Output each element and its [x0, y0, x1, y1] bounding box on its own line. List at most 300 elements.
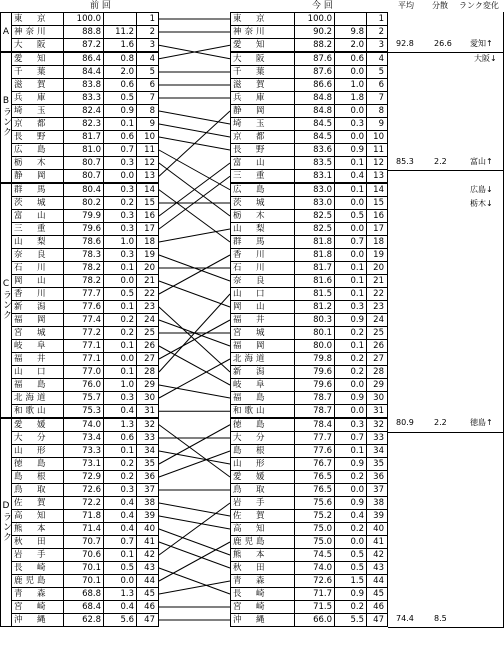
cell-value: 81.0 — [64, 144, 104, 157]
cell-rank: 36 — [137, 471, 159, 484]
cell-value: 76.5 — [295, 484, 335, 497]
cell-rank: 2 — [367, 26, 388, 39]
cell-diff: 1.5 — [335, 575, 367, 588]
cell-pref: 島 根 — [231, 445, 295, 458]
cell-diff: 1.0 — [335, 79, 367, 92]
cell-pref: 千 葉 — [231, 66, 295, 79]
cell-rank: 25 — [367, 327, 388, 340]
cell-value: 77.6 — [64, 301, 104, 314]
cell-pref: 島 根 — [12, 471, 64, 484]
cell-diff: 9.8 — [335, 26, 367, 39]
cell-rank: 27 — [137, 353, 159, 366]
cell-rank: 42 — [137, 549, 159, 562]
cell-pref: 奈 良 — [12, 249, 64, 262]
rank-link-line — [159, 190, 230, 242]
cell-value: 71.8 — [64, 510, 104, 523]
cell-pref: 京 都 — [231, 131, 295, 144]
cell-pref: 青 森 — [12, 588, 64, 601]
cell-pref: 熊 本 — [12, 523, 64, 536]
rank-change: 徳島↑ — [470, 418, 493, 427]
cell-rank: 5 — [137, 66, 159, 79]
cell-rank: 43 — [367, 562, 388, 575]
cell-pref: 富 山 — [231, 157, 295, 170]
cell-value: 83.0 — [295, 197, 335, 210]
cell-value: 79.9 — [64, 210, 104, 223]
cell-value: 77.0 — [64, 366, 104, 379]
cell-diff: 1.0 — [104, 379, 137, 392]
cell-rank: 22 — [367, 288, 388, 301]
group-divider — [388, 170, 504, 171]
rank-link-line — [159, 529, 230, 555]
cell-pref: 東 京 — [12, 13, 64, 26]
cell-pref: 大 阪 — [12, 39, 64, 53]
cell-value: 75.0 — [295, 523, 335, 536]
cell-pref: 山 形 — [12, 445, 64, 458]
avg-header: 平均 — [398, 1, 414, 10]
cell-value: 68.8 — [64, 588, 104, 601]
group-average: 80.9 — [396, 418, 414, 427]
cell-pref: 高 知 — [231, 523, 295, 536]
rank-link-line — [159, 111, 230, 176]
cell-value: 81.5 — [295, 288, 335, 301]
cell-value: 76.0 — [64, 379, 104, 392]
cell-pref: 愛 知 — [231, 39, 295, 53]
cell-rank: 11 — [137, 144, 159, 157]
cell-pref: 宮 城 — [231, 327, 295, 340]
cell-diff: 0.1 — [335, 340, 367, 353]
cell-pref: 福 井 — [12, 353, 64, 366]
cell-value: 78.2 — [64, 262, 104, 275]
cell-value: 74.0 — [64, 418, 104, 432]
cell-rank: 44 — [367, 575, 388, 588]
cell-pref: 岡 山 — [12, 275, 64, 288]
cell-rank: 6 — [137, 79, 159, 92]
cell-value: 83.6 — [295, 144, 335, 157]
rank-group-text: Cランク — [1, 278, 11, 320]
cell-value: 84.8 — [295, 105, 335, 118]
cell-rank: 45 — [367, 588, 388, 601]
cell-value: 78.2 — [64, 275, 104, 288]
cell-pref: 埼 玉 — [12, 105, 64, 118]
cell-diff: 0.9 — [335, 392, 367, 405]
cell-pref: 栃 木 — [231, 210, 295, 223]
cell-pref: 鳥 取 — [12, 484, 64, 497]
cell-value: 68.4 — [64, 601, 104, 614]
cell-value: 78.3 — [64, 249, 104, 262]
cell-value: 86.6 — [295, 79, 335, 92]
cell-pref: 鳥 取 — [231, 484, 295, 497]
cell-diff: 0.5 — [104, 562, 137, 575]
cell-pref: 愛 知 — [12, 52, 64, 66]
rank-link-line — [159, 359, 230, 398]
cell-rank: 37 — [367, 484, 388, 497]
cell-rank: 18 — [137, 236, 159, 249]
cell-pref: 茨 城 — [12, 197, 64, 210]
cell-rank: 24 — [367, 314, 388, 327]
cell-diff: 0.2 — [104, 197, 137, 210]
cell-diff: 0.4 — [104, 523, 137, 536]
cell-pref: 神奈川 — [12, 26, 64, 39]
cell-rank: 46 — [137, 601, 159, 614]
rank-link-line — [159, 516, 230, 529]
cell-rank: 24 — [137, 314, 159, 327]
cell-rank: 26 — [137, 340, 159, 353]
cell-rank: 31 — [137, 405, 159, 419]
cell-value: 81.7 — [295, 262, 335, 275]
cell-rank: 6 — [367, 79, 388, 92]
cell-pref: 京 都 — [12, 118, 64, 131]
cell-diff: 0.7 — [335, 432, 367, 445]
cell-value: 81.2 — [295, 301, 335, 314]
cell-value: 100.0 — [64, 13, 104, 26]
cell-pref: 愛 媛 — [12, 418, 64, 432]
cell-diff: 0.4 — [104, 405, 137, 419]
cell-diff: 0.2 — [104, 314, 137, 327]
cell-diff: 2.0 — [335, 39, 367, 53]
cell-pref: 秋 田 — [231, 562, 295, 575]
cell-value: 77.1 — [64, 340, 104, 353]
cell-pref: 岩 手 — [231, 497, 295, 510]
cell-rank: 23 — [367, 301, 388, 314]
cell-rank: 7 — [137, 92, 159, 105]
variance-header: 分散 — [432, 1, 448, 10]
cell-diff: 0.2 — [335, 366, 367, 379]
cell-diff: 0.0 — [335, 405, 367, 419]
cell-value: 77.7 — [295, 432, 335, 445]
cell-value: 80.0 — [295, 340, 335, 353]
cell-pref: 宮 崎 — [231, 601, 295, 614]
cell-rank: 19 — [367, 249, 388, 262]
curr-title: 今 回 — [312, 1, 333, 11]
cell-value: 84.5 — [295, 131, 335, 144]
cell-diff: 0.3 — [104, 157, 137, 170]
cell-diff: 0.1 — [335, 262, 367, 275]
cell-diff: 0.0 — [104, 575, 137, 588]
cell-rank: 30 — [367, 392, 388, 405]
cell-diff: 0.2 — [104, 458, 137, 471]
cell-diff: 1.3 — [104, 418, 137, 432]
cell-value: 72.9 — [64, 471, 104, 484]
cell-pref: 岐 阜 — [12, 340, 64, 353]
group-variance: 2.2 — [434, 156, 447, 166]
cell-rank: 34 — [137, 445, 159, 458]
cell-rank: 40 — [367, 523, 388, 536]
cell-pref: 福 島 — [231, 392, 295, 405]
cell-rank: 34 — [367, 445, 388, 458]
cell-pref: 栃 木 — [12, 157, 64, 170]
cell-pref: 兵 庫 — [12, 92, 64, 105]
cell-value: 88.8 — [64, 26, 104, 39]
cell-pref: 青 森 — [231, 575, 295, 588]
cell-diff: 0.4 — [104, 510, 137, 523]
cell-pref: 北海道 — [231, 353, 295, 366]
cell-diff: 0.3 — [104, 392, 137, 405]
cell-diff: 1.3 — [104, 588, 137, 601]
cell-pref: 熊 本 — [231, 549, 295, 562]
cell-diff: 0.5 — [335, 210, 367, 223]
cell-pref: 香 川 — [12, 288, 64, 301]
cell-diff: 0.9 — [104, 105, 137, 118]
cell-pref: 和歌山 — [231, 405, 295, 419]
cell-value: 80.7 — [64, 170, 104, 184]
cell-rank: 33 — [137, 432, 159, 445]
cell-value: 79.6 — [295, 379, 335, 392]
cell-diff: 0.4 — [335, 170, 367, 184]
rank-link-line — [159, 229, 230, 242]
cell-value: 72.6 — [64, 484, 104, 497]
cell-diff: 2.0 — [104, 66, 137, 79]
cell-diff: 0.3 — [335, 418, 367, 432]
cell-pref: 石 川 — [231, 262, 295, 275]
rank-link-line — [159, 581, 230, 594]
cell-diff: 0.1 — [335, 183, 367, 197]
cell-pref: 大 阪 — [231, 52, 295, 66]
cell-value: 86.4 — [64, 52, 104, 66]
cell-diff: 0.2 — [335, 601, 367, 614]
cell-rank: 12 — [137, 157, 159, 170]
cell-diff: 0.7 — [104, 536, 137, 549]
rank-link-line — [159, 451, 230, 477]
cell-rank: 31 — [367, 405, 388, 419]
cell-rank: 14 — [367, 183, 388, 197]
cell-value: 77.6 — [295, 445, 335, 458]
cell-diff: 0.5 — [335, 549, 367, 562]
cell-diff: 11.2 — [104, 26, 137, 39]
cell-rank: 41 — [137, 536, 159, 549]
rank-change: 富山↑ — [470, 156, 493, 166]
cell-value: 73.4 — [64, 432, 104, 445]
cell-value: 76.7 — [295, 458, 335, 471]
cell-value: 100.0 — [295, 13, 335, 26]
cell-pref: 長 野 — [231, 144, 295, 157]
cell-pref: 北海道 — [12, 392, 64, 405]
cell-diff: 0.7 — [335, 236, 367, 249]
cell-rank: 4 — [137, 52, 159, 66]
cell-rank: 30 — [137, 392, 159, 405]
cell-diff: 0.5 — [104, 288, 137, 301]
cell-value: 75.2 — [295, 510, 335, 523]
cell-value: 74.0 — [295, 562, 335, 575]
cell-value: 82.3 — [64, 118, 104, 131]
cell-rank: 43 — [137, 562, 159, 575]
cell-diff: 0.9 — [335, 497, 367, 510]
cell-value: 88.2 — [295, 39, 335, 53]
rank-link-line — [159, 320, 230, 359]
cell-pref: 長 崎 — [231, 588, 295, 601]
cell-value: 78.7 — [295, 392, 335, 405]
cell-pref: 滋 賀 — [12, 79, 64, 92]
cell-rank: 39 — [137, 510, 159, 523]
cell-diff: 0.9 — [335, 588, 367, 601]
cell-value: 83.5 — [295, 157, 335, 170]
rank-link-line — [159, 542, 230, 568]
cell-diff: 0.4 — [335, 510, 367, 523]
cell-pref: 神奈川 — [231, 26, 295, 39]
rank-change: 広島↓ — [470, 185, 493, 194]
cell-rank: 39 — [367, 510, 388, 523]
cell-rank: 8 — [137, 105, 159, 118]
cell-rank: 25 — [137, 327, 159, 340]
cell-pref: 高 知 — [12, 510, 64, 523]
cell-rank: 19 — [137, 249, 159, 262]
cell-rank: 23 — [137, 301, 159, 314]
cell-rank: 26 — [367, 340, 388, 353]
cell-pref: 岡 山 — [231, 301, 295, 314]
rank-group-text: A — [2, 27, 10, 37]
cell-pref: 沖 縄 — [231, 614, 295, 627]
cell-pref: 広 島 — [231, 183, 295, 197]
cell-value: 62.8 — [64, 614, 104, 627]
cell-diff: 0.3 — [335, 118, 367, 131]
cell-diff: 0.3 — [104, 484, 137, 497]
rank-link-line — [159, 255, 230, 294]
cell-rank: 29 — [137, 379, 159, 392]
cell-rank: 13 — [367, 170, 388, 184]
cell-rank: 12 — [367, 157, 388, 170]
cell-diff: 0.4 — [104, 497, 137, 510]
cell-rank: 47 — [137, 614, 159, 627]
cell-diff: 0.6 — [104, 432, 137, 445]
cell-rank: 1 — [137, 13, 159, 26]
cell-rank: 40 — [137, 523, 159, 536]
cell-diff: 0.1 — [104, 366, 137, 379]
cell-pref: 宮 崎 — [12, 601, 64, 614]
cell-diff: 0.0 — [104, 275, 137, 288]
cell-diff: 0.2 — [335, 523, 367, 536]
cell-value: 70.1 — [64, 575, 104, 588]
cell-pref: 石 川 — [12, 262, 64, 275]
cell-value: 80.1 — [295, 327, 335, 340]
cell-diff: 0.3 — [104, 223, 137, 236]
cell-diff: 0.1 — [104, 340, 137, 353]
cell-value: 70.7 — [64, 536, 104, 549]
cell-value: 74.5 — [295, 549, 335, 562]
cell-value: 83.0 — [295, 183, 335, 197]
cell-diff: 0.9 — [335, 458, 367, 471]
rank-link-line — [159, 111, 230, 124]
cell-value: 72.2 — [64, 497, 104, 510]
prev-title: 前 回 — [90, 1, 111, 11]
cell-rank: 10 — [137, 131, 159, 144]
cell-pref: 三 重 — [231, 170, 295, 184]
cell-diff: 1.6 — [104, 39, 137, 53]
cell-diff: 0.1 — [104, 301, 137, 314]
cell-value: 73.3 — [64, 445, 104, 458]
cell-rank: 2 — [137, 26, 159, 39]
cell-value: 82.5 — [295, 223, 335, 236]
cell-diff: 1.8 — [335, 92, 367, 105]
cell-pref: 秋 田 — [12, 536, 64, 549]
cell-diff: 0.0 — [335, 131, 367, 144]
cell-rank: 3 — [367, 39, 388, 53]
cell-pref: 福 岡 — [231, 340, 295, 353]
group-divider — [388, 432, 504, 433]
cell-pref: 富 山 — [12, 210, 64, 223]
rank-link-line — [159, 503, 230, 516]
cell-value: 84.4 — [64, 66, 104, 79]
cell-diff: 0.2 — [335, 327, 367, 340]
cell-rank: 16 — [137, 210, 159, 223]
cell-rank: 4 — [367, 52, 388, 66]
cell-rank: 42 — [367, 549, 388, 562]
cell-pref: 福 島 — [12, 379, 64, 392]
cell-rank: 10 — [367, 131, 388, 144]
cell-value: 80.3 — [295, 314, 335, 327]
cell-value: 84.5 — [295, 118, 335, 131]
cell-value: 66.0 — [295, 614, 335, 627]
cell-rank: 36 — [367, 471, 388, 484]
cell-pref: 山 梨 — [231, 223, 295, 236]
cell-pref: 佐 賀 — [231, 510, 295, 523]
cell-pref: 千 葉 — [12, 66, 64, 79]
cell-diff: 0.4 — [104, 601, 137, 614]
cell-pref: 佐 賀 — [12, 497, 64, 510]
cell-diff: 0.3 — [104, 183, 137, 197]
cell-value: 83.3 — [64, 92, 104, 105]
cell-value: 87.6 — [295, 66, 335, 79]
cell-rank: 5 — [367, 66, 388, 79]
group-average: 92.8 — [396, 38, 414, 48]
cell-rank: 20 — [137, 262, 159, 275]
cell-pref: 滋 賀 — [231, 79, 295, 92]
cell-value: 71.5 — [295, 601, 335, 614]
cell-diff: 0.6 — [335, 52, 367, 66]
rank-link-line — [159, 346, 230, 385]
cell-diff: 0.1 — [335, 445, 367, 458]
cell-rank: 15 — [137, 197, 159, 210]
cell-diff: 0.0 — [335, 536, 367, 549]
cell-pref: 鹿児島 — [12, 575, 64, 588]
cell-rank: 46 — [367, 601, 388, 614]
cell-diff: 0.0 — [335, 197, 367, 210]
cell-value: 72.6 — [295, 575, 335, 588]
group-divider — [388, 627, 504, 628]
cell-rank: 33 — [367, 432, 388, 445]
group-average: 85.3 — [396, 156, 414, 166]
cell-rank: 45 — [137, 588, 159, 601]
cell-value: 80.7 — [64, 157, 104, 170]
rank-link-line — [159, 568, 230, 594]
cell-value: 78.4 — [295, 418, 335, 432]
cell-value: 90.2 — [295, 26, 335, 39]
cell-diff: 0.2 — [335, 353, 367, 366]
rank-link-line — [159, 542, 230, 581]
cell-value: 75.0 — [295, 536, 335, 549]
group-variance: 2.2 — [434, 418, 447, 427]
cell-value: 75.6 — [295, 497, 335, 510]
cell-diff: 0.1 — [335, 275, 367, 288]
cell-pref: 愛 媛 — [231, 471, 295, 484]
cell-value: 82.5 — [295, 210, 335, 223]
cell-rank: 21 — [137, 275, 159, 288]
rank-group-text: Bランク — [1, 95, 11, 137]
cell-value: 79.6 — [64, 223, 104, 236]
cell-value: 81.7 — [64, 131, 104, 144]
cell-diff: 0.6 — [104, 131, 137, 144]
cell-pref: 福 井 — [231, 314, 295, 327]
cell-pref: 長 崎 — [12, 562, 64, 575]
cell-value: 77.7 — [64, 288, 104, 301]
cell-value: 79.8 — [295, 353, 335, 366]
cell-diff: 0.5 — [104, 92, 137, 105]
cell-rank: 14 — [137, 183, 159, 197]
cell-diff: 0.1 — [335, 288, 367, 301]
group-variance: 8.5 — [434, 613, 447, 623]
cell-rank: 17 — [367, 223, 388, 236]
cell-value: 79.6 — [295, 366, 335, 379]
cell-rank: 3 — [137, 39, 159, 53]
cell-value: 75.3 — [64, 405, 104, 419]
